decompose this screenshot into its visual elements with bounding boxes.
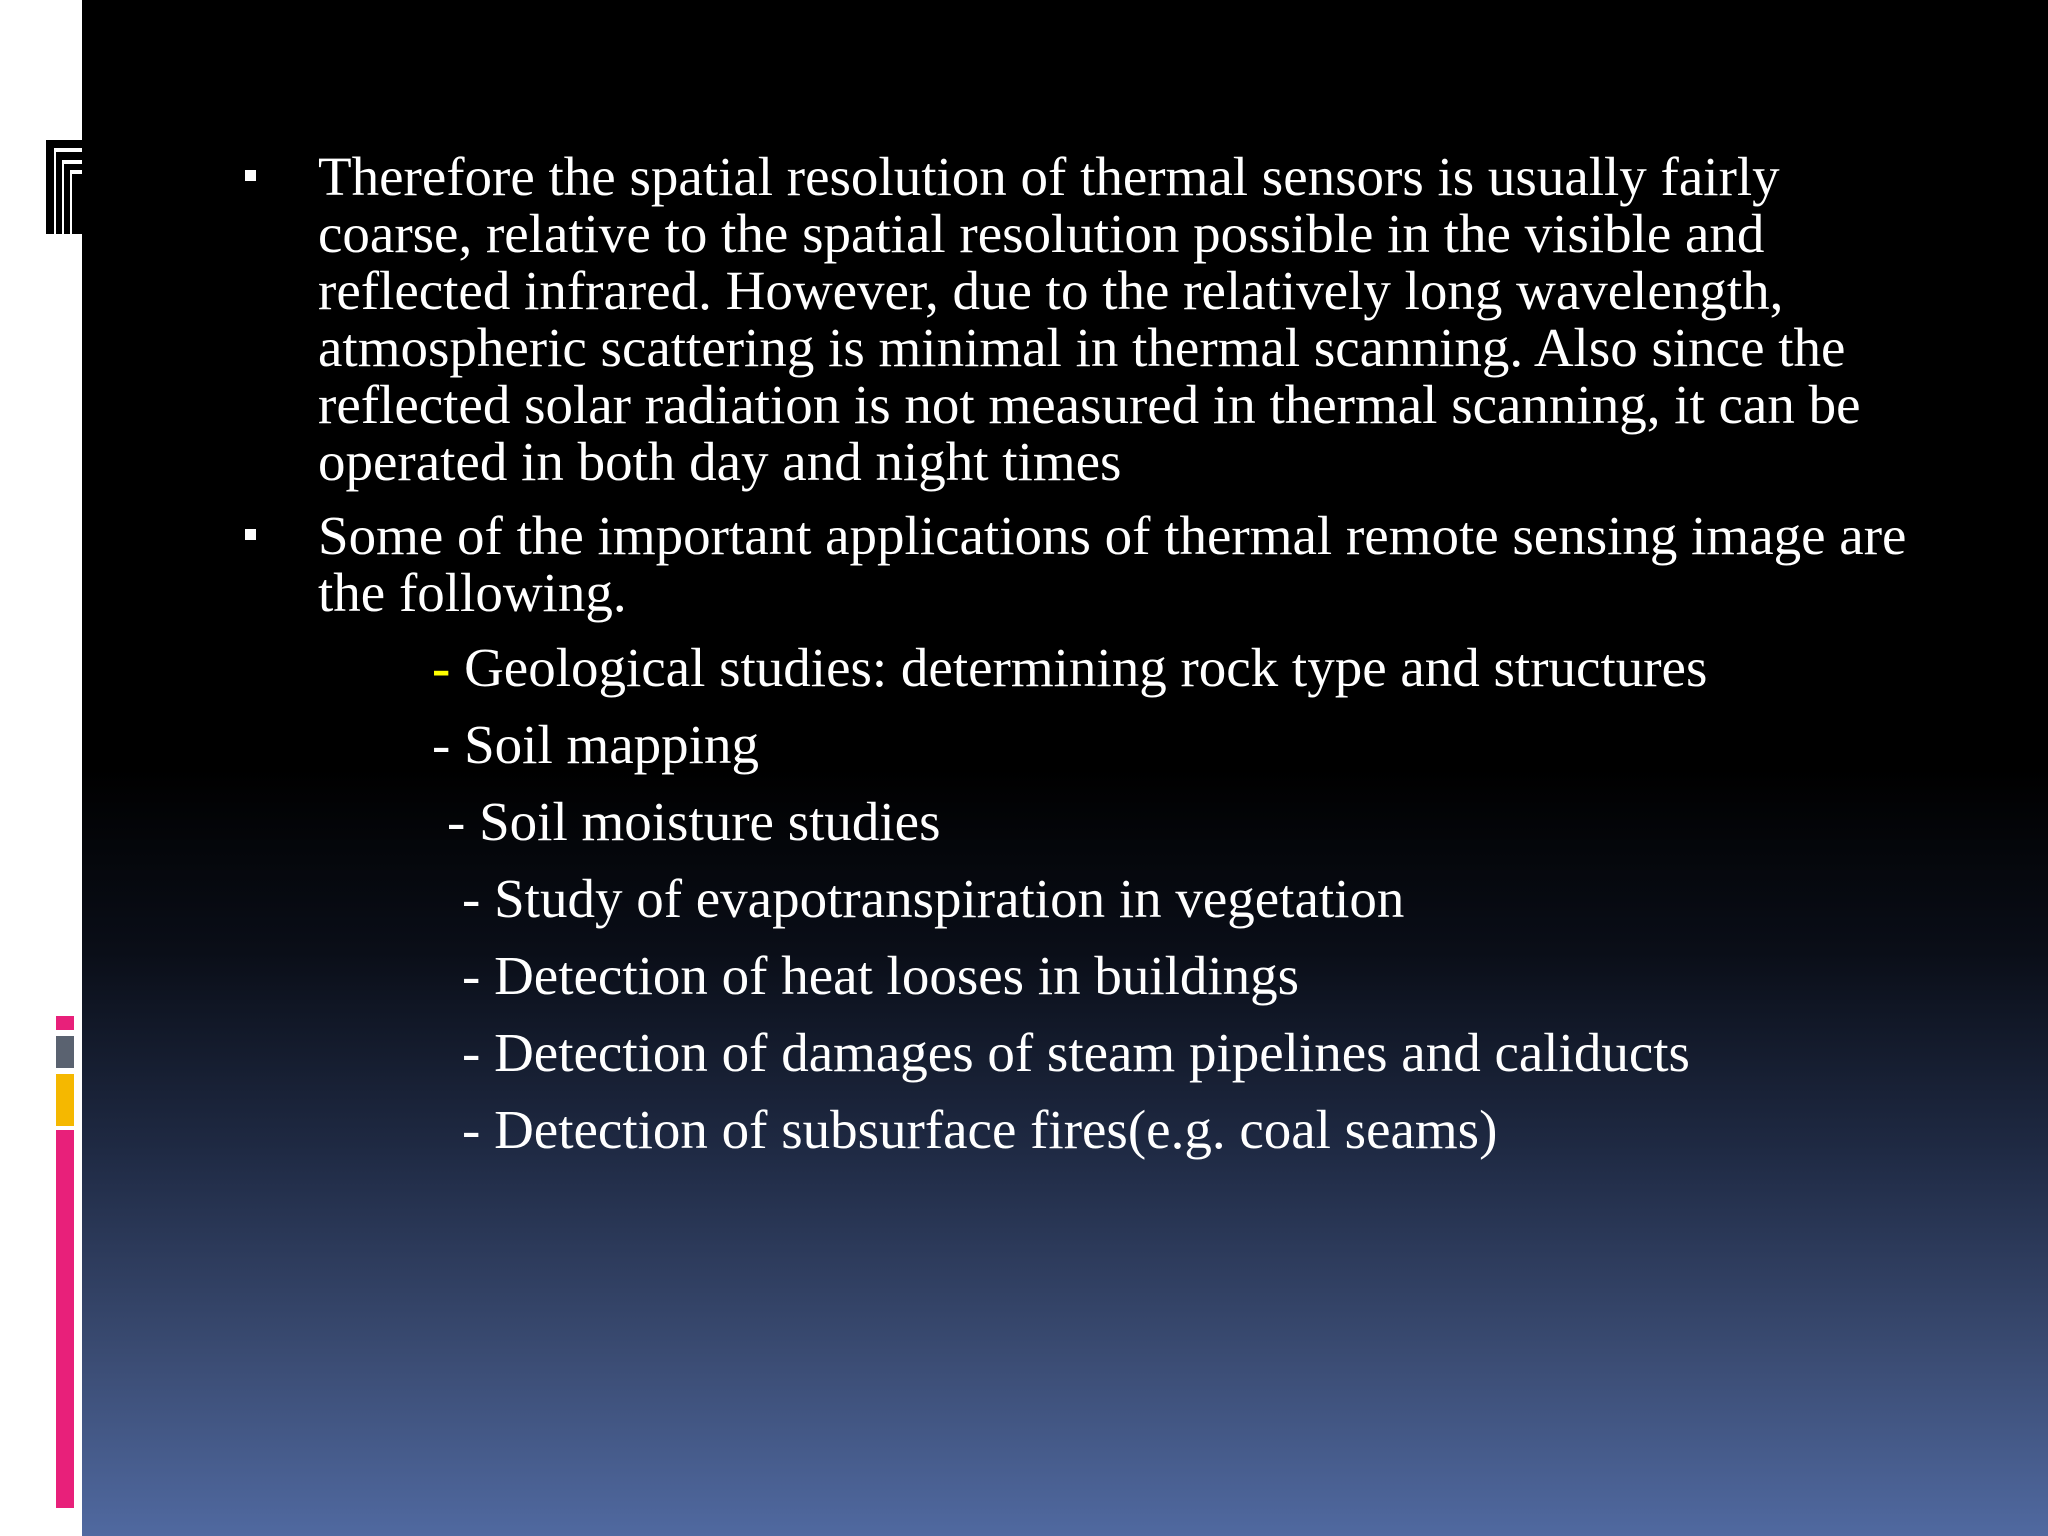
list-item-text: Study of evapotranspiration in vegetation — [480, 868, 1405, 929]
dash-marker: - — [462, 1022, 481, 1083]
dash-marker: - — [432, 714, 451, 775]
bullet-text: Therefore the spatial resolution of thermal sensors is usually fairly coarse, relative to the spatial resolution possible in the visible and reflected infrared. However, due to the relatively long wavelength, atmospheric scattering is minimal in thermal scanning. Also since the reflected solar radiation is not measured in thermal scanning, it can be operated in both day and night times — [318, 146, 1861, 492]
bullet-text: Some of the important applications of thermal remote sensing image are the following. — [318, 505, 1907, 623]
decorative-grid-icon — [46, 140, 82, 234]
list-item — [240, 947, 1940, 1024]
list-item-text: Soil mapping — [450, 714, 759, 775]
list-item — [240, 1101, 1940, 1178]
slide-content — [240, 148, 1940, 1178]
dash-marker: - — [462, 1099, 481, 1160]
list-item — [240, 870, 1940, 947]
square-bullet-icon — [245, 170, 256, 181]
applications-list — [240, 639, 1940, 1178]
list-item — [240, 639, 1940, 716]
square-bullet-icon — [245, 529, 256, 540]
bullet-item — [240, 148, 1940, 490]
list-item — [240, 1024, 1940, 1101]
dash-marker: - — [447, 791, 466, 852]
list-item-text: Detection of heat looses in buildings — [480, 945, 1300, 1006]
list-item — [240, 793, 1940, 870]
list-item — [240, 716, 1940, 793]
accent-bar-orange — [56, 1074, 74, 1126]
dash-marker: - — [462, 868, 481, 929]
accent-bar-pink-long — [56, 1130, 74, 1508]
list-item-text: Detection of damages of steam pipelines and caliducts — [480, 1022, 1690, 1083]
bullet-item — [240, 507, 1940, 621]
dash-marker: - — [432, 637, 451, 698]
list-item-text: Soil moisture studies — [465, 791, 941, 852]
list-item-text: Detection of subsurface fires(e.g. coal seams) — [480, 1099, 1498, 1160]
accent-bar-gray — [56, 1036, 74, 1068]
list-item-text: Geological studies: determining rock type and structures — [450, 637, 1708, 698]
accent-bar-pink-top — [56, 1016, 74, 1030]
dash-marker: - — [462, 945, 481, 1006]
